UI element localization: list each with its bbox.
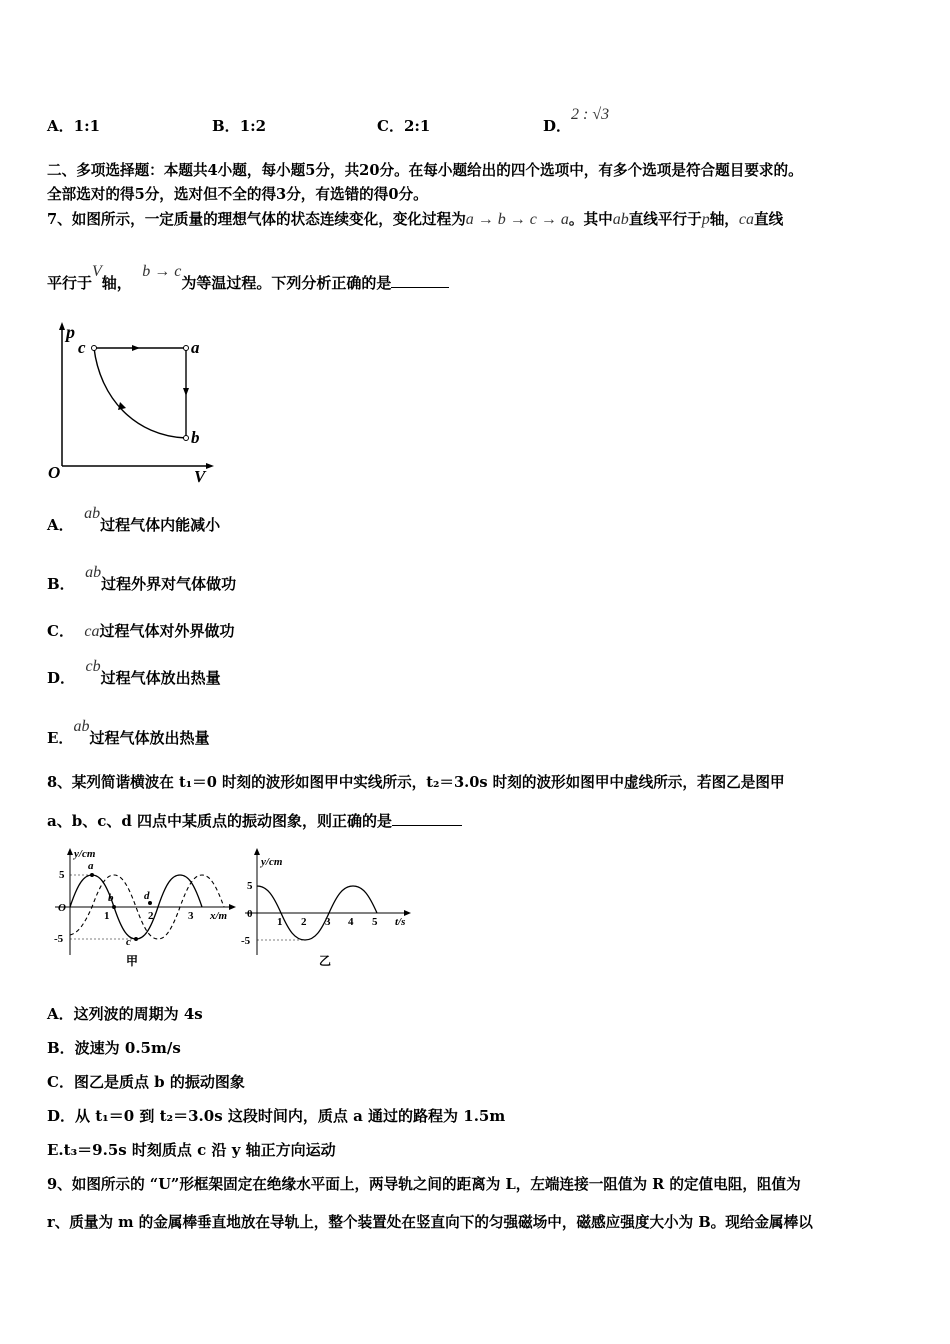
jia-xtick-2: 2 bbox=[148, 910, 154, 922]
label-c: c bbox=[78, 338, 86, 357]
q6-option-c: C．2:1 bbox=[377, 117, 431, 135]
jia-xlabel: x/m bbox=[210, 910, 228, 922]
yi-y-arrow-icon bbox=[254, 848, 260, 855]
q7-stem-line1: 7、如图所示，一定质量的理想气体的状态连续变化，变化过程为a → b → c → a。其中ab直线平行于p轴，ca直线 bbox=[47, 211, 784, 228]
yi-xtick-1: 1 bbox=[277, 916, 283, 928]
q8-option-d: D．从 t₁＝0 到 t₂＝3.0s 这段时间内，质点 a 通过的路程为 1.5m bbox=[47, 1107, 506, 1125]
label-p: p bbox=[66, 322, 75, 342]
jia-label-c: c bbox=[126, 936, 131, 948]
q8-stem-line2: a、b、c、d 四点中某质点的振动图象，则正确的是 bbox=[47, 810, 462, 832]
q6-option-d: D．2 : √3 bbox=[543, 106, 610, 135]
yi-xlabel: t/s bbox=[395, 916, 406, 928]
yi-xtick-5: 5 bbox=[372, 916, 378, 928]
yi-xtick-3: 3 bbox=[325, 916, 331, 928]
q7-option-b: B． ab过程外界对气体做功 bbox=[47, 564, 237, 593]
q8-figure-yi bbox=[235, 845, 420, 975]
jia-xtick-1: 1 bbox=[104, 910, 110, 922]
q8-option-a: A．这列波的周期为 4s bbox=[47, 1005, 203, 1023]
arrow-ab-icon bbox=[183, 388, 189, 396]
q9-stem-line2: r、质量为 m 的金属棒垂直地放在导轨上，整个装置处在竖直向下的匀强磁场中，磁感应强度大小为 B。现给金属棒以 bbox=[47, 1214, 813, 1231]
label-v: V bbox=[194, 467, 206, 486]
label-b: b bbox=[191, 428, 200, 447]
jia-ytick-neg5: -5 bbox=[54, 933, 64, 945]
v-axis-arrow-icon bbox=[206, 463, 214, 469]
point-b bbox=[184, 436, 189, 441]
q7-stem-line2: 平行于V轴， b → c为等温过程。下列分析正确的是 bbox=[47, 272, 449, 295]
q8-option-e: E.t₃＝9.5s 时刻质点 c 沿 y 轴正方向运动 bbox=[47, 1141, 336, 1159]
jia-point-a bbox=[90, 873, 94, 877]
jia-label-a: a bbox=[88, 860, 94, 872]
q6-option-b: B．1:2 bbox=[212, 117, 267, 135]
point-c bbox=[92, 346, 97, 351]
q8-option-c: C．图乙是质点 b 的振动图象 bbox=[47, 1073, 245, 1091]
q7-option-d: D． cb过程气体放出热量 bbox=[47, 658, 221, 687]
yi-caption: 乙 bbox=[319, 954, 332, 968]
jia-caption: 甲 bbox=[126, 954, 139, 968]
arrow-ca-icon bbox=[132, 345, 140, 351]
q7-option-e: E．ab过程气体放出热量 bbox=[47, 718, 210, 747]
yi-ytick-5: 5 bbox=[247, 880, 253, 892]
yi-ytick-0: 0 bbox=[247, 908, 253, 920]
q7-option-c: C． ca过程气体对外界做功 bbox=[47, 622, 235, 640]
jia-point-b bbox=[112, 905, 116, 909]
yi-xtick-4: 4 bbox=[348, 916, 354, 928]
jia-ytick-5: 5 bbox=[59, 869, 65, 881]
jia-y-arrow-icon bbox=[67, 848, 73, 855]
q8-stem-line1: 8、某列简谐横波在 t₁＝0 时刻的波形如图甲中实线所示，t₂＝3.0s 时刻的波形如图甲中虚线所示，若图乙是图甲 bbox=[47, 774, 785, 791]
jia-xtick-3: 3 bbox=[188, 910, 194, 922]
arrow-bc-icon bbox=[118, 402, 126, 410]
q9-stem-line1: 9、如图所示的 “U”形框架固定在绝缘水平面上，两导轨之间的距离为 L，左端连接一阻值为 R 的定值电阻，阻值为 bbox=[47, 1176, 801, 1193]
q7-pv-diagram bbox=[40, 318, 220, 488]
label-o: O bbox=[48, 463, 61, 482]
q7-option-a: A． ab过程气体内能减小 bbox=[47, 505, 221, 534]
label-a: a bbox=[191, 338, 200, 357]
q6-option-a: A．1:1 bbox=[47, 117, 101, 135]
q8-figure-jia bbox=[40, 845, 240, 975]
yi-xtick-2: 2 bbox=[301, 916, 307, 928]
point-a bbox=[184, 346, 189, 351]
jia-label-d: d bbox=[144, 890, 150, 902]
jia-ylabel: y/cm bbox=[74, 848, 96, 860]
jia-label-b: b bbox=[108, 892, 114, 904]
jia-point-c bbox=[134, 937, 138, 941]
section2-line1: 二、多项选择题：本题共4小题，每小题5分，共20分。在每小题给出的四个选项中，有多个选项是符合题目要求的。 bbox=[47, 162, 803, 179]
yi-ytick-neg5: -5 bbox=[241, 935, 251, 947]
q8-option-b: B．波速为 0.5m/s bbox=[47, 1039, 181, 1057]
curve-bc bbox=[94, 348, 186, 438]
jia-ytick-o: O bbox=[58, 902, 66, 914]
section2-line2: 全部选对的得5分，选对但不全的得3分，有选错的得0分。 bbox=[47, 186, 428, 203]
yi-ylabel: y/cm bbox=[261, 856, 283, 868]
p-axis-arrow-icon bbox=[59, 322, 65, 330]
